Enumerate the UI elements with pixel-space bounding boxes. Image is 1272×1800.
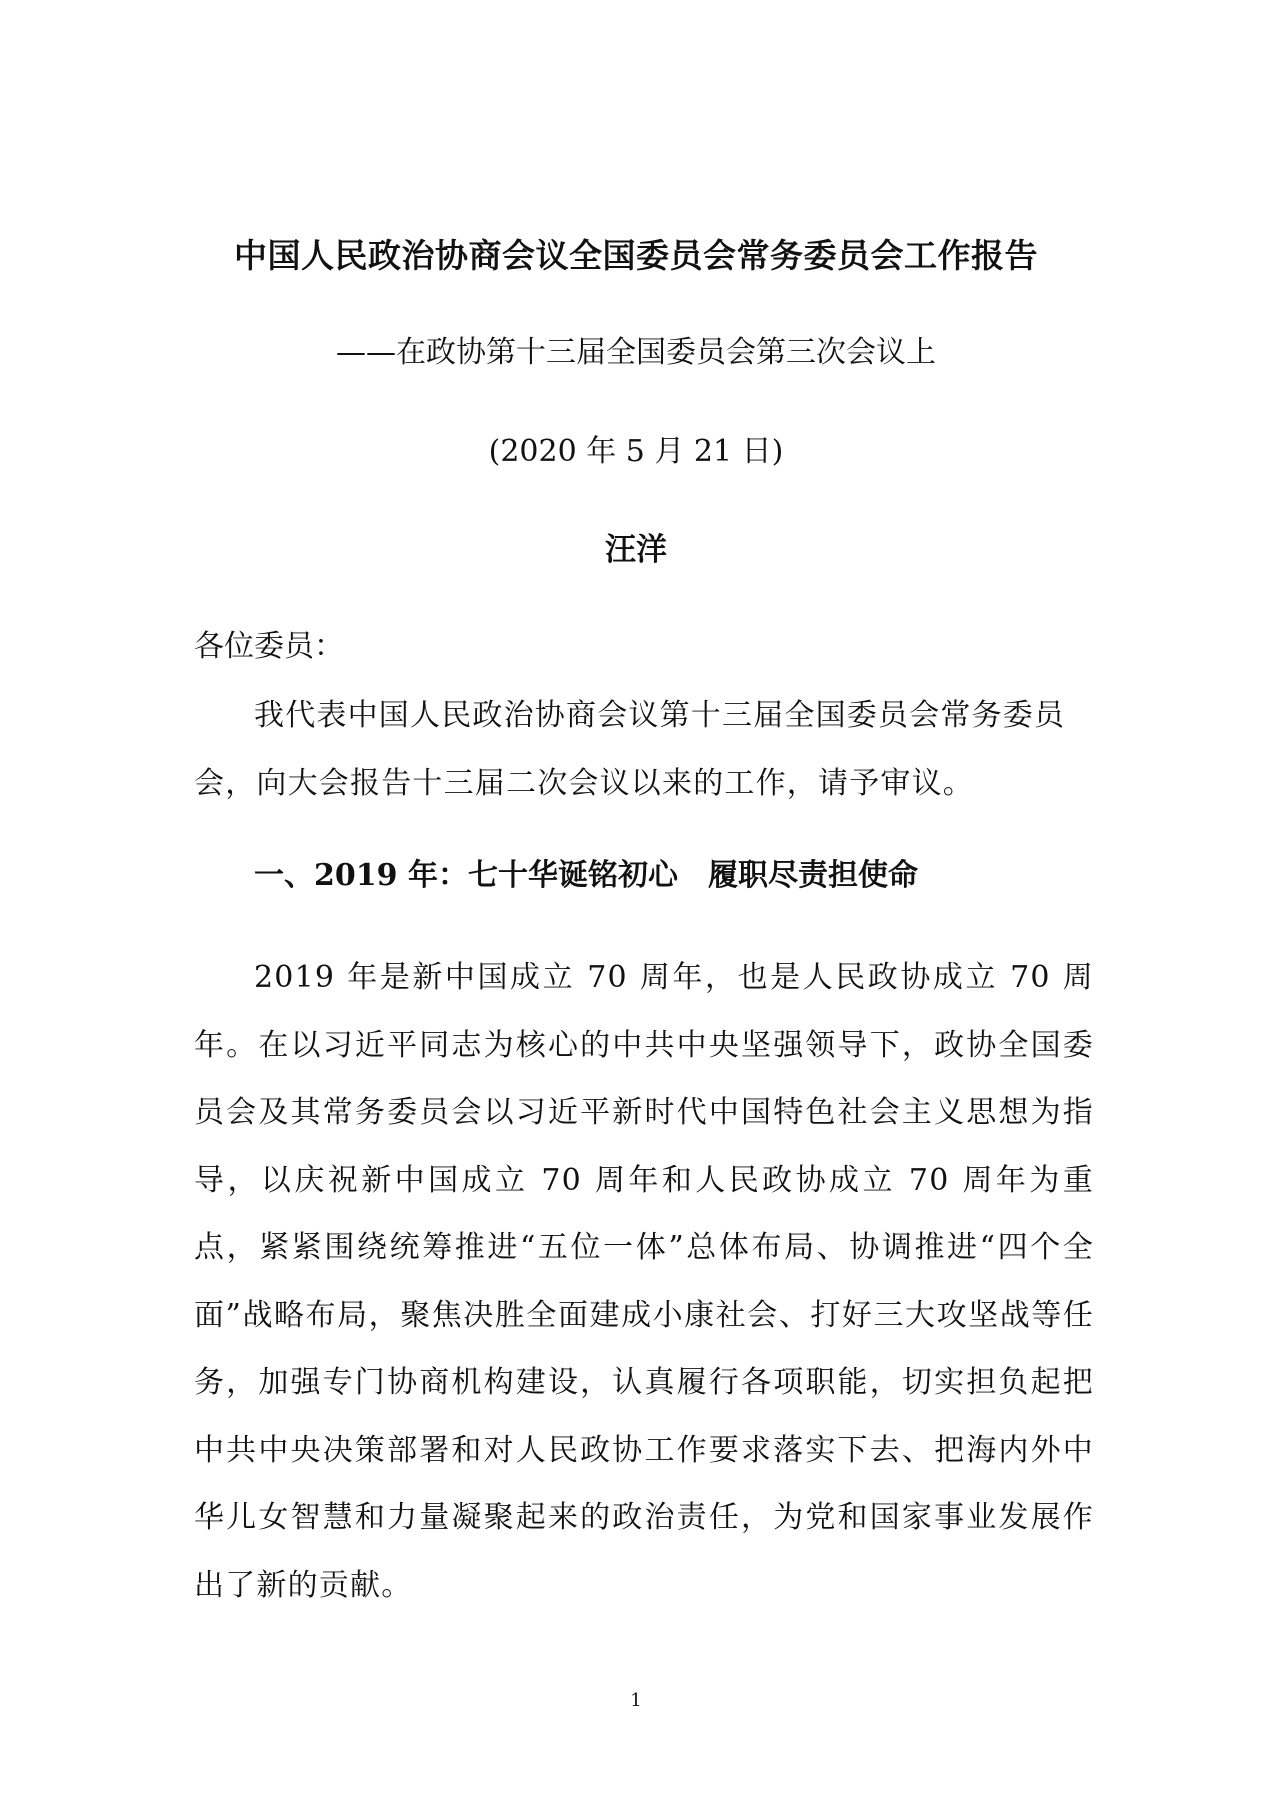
page-number: 1 [630,1690,642,1711]
body-paragraph: 2019 年是新中国成立 70 周年，也是人民政协成立 70 周年。在以习近平同志为核心的中共中央坚强领导下，政协全国委员会及其常务委员会以习近平新时代中国特色社会主义思想为指导，以庆祝新中国成立 70 周年和人民政协成立 70 周年为重点，紧紧围绕统筹推进“五位一体”总体布局、协调推进“四个全面”战略布局，聚焦决胜全面建成小康社会、打好三大攻坚战等任务，加强专门协商机构建设，认真履行各项职能，切实担负起把中共中央决策部署和对人民政协工作要求落实下去、把海内外中华儿女智慧和力量凝聚起来的政治责任，为党和国家事业发展作出了新的贡献。 [194,960,1094,1603]
document-author: 汪洋 [605,532,667,568]
document-title: 中国人民政治协商会议全国委员会常务委员会工作报告 [234,236,1038,275]
document-subtitle: ——在政协第十三届全国委员会第三次会议上 [336,335,936,370]
salutation: 各位委员： [194,629,344,664]
document-date: (2020 年 5 月 21 日) [488,434,784,469]
section-heading: 一、2019 年：七十华诞铭初心 履职尽责担使命 [254,858,918,893]
intro-paragraph: 我代表中国人民政治协商会议第十三届全国委员会常务委员会，向大会报告十三届二次会议以来的工作，请予审议。 [194,698,1066,801]
